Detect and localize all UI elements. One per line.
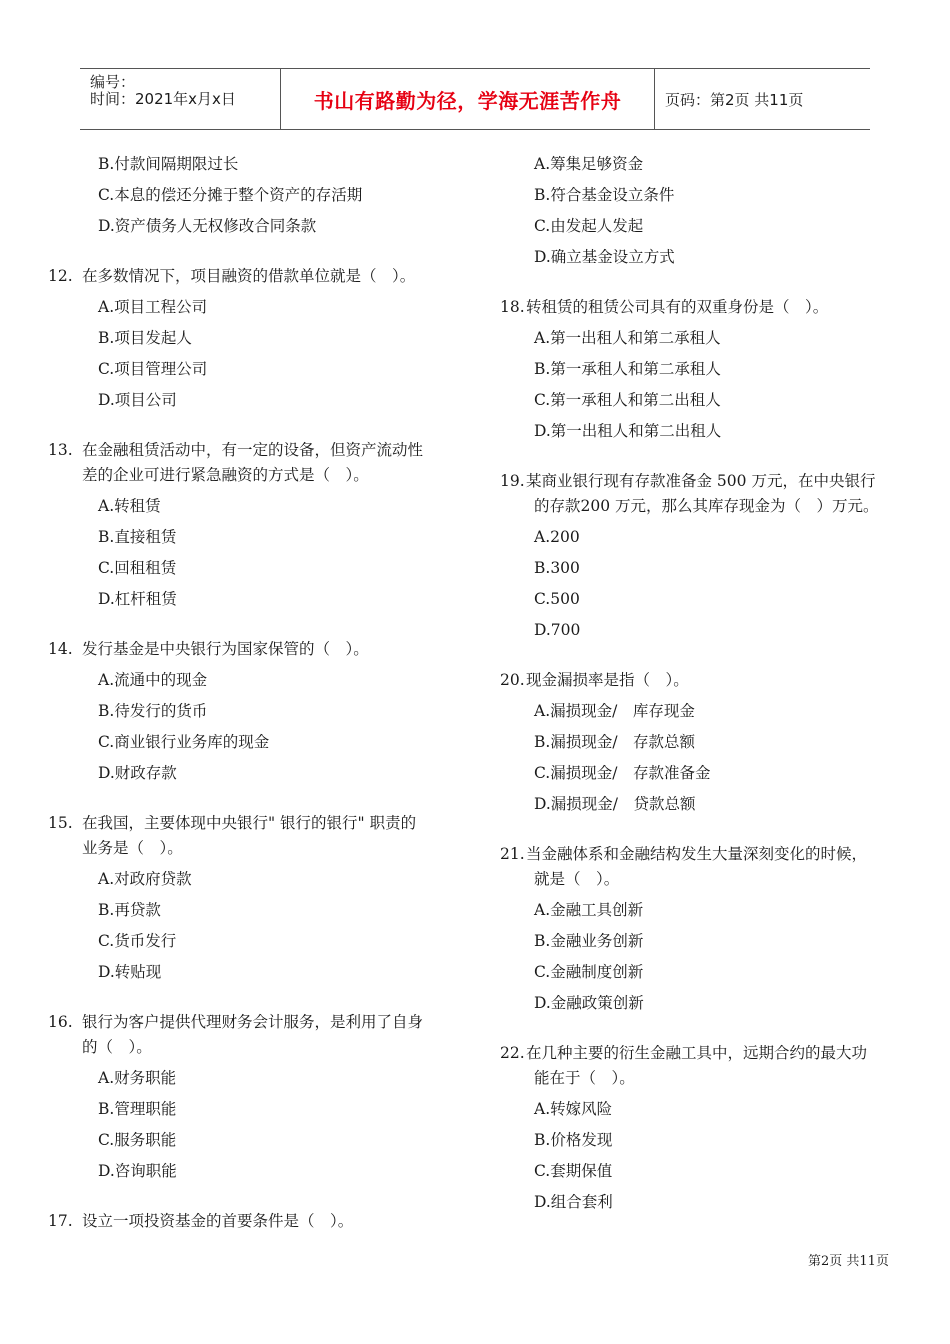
q14-number: 14. [48, 640, 73, 658]
q16-stem-line2: 的（ ）。 [82, 1038, 152, 1056]
q12-number: 12. [48, 267, 73, 285]
page-header [80, 68, 870, 130]
q13-stem-line1: 在金融租赁活动中，有一定的设备，但资产流动性 [82, 441, 424, 459]
q22-option-d: D.组合套利 [534, 1193, 613, 1211]
q20-option-b: B.漏损现金/ 存款总额 [534, 733, 696, 751]
q17-option-c: C.由发起人发起 [534, 217, 644, 235]
q16-stem-line1: 银行为客户提供代理财务会计服务，是利用了自身 [82, 1013, 424, 1031]
header-motto: 书山有路勤为径，学海无涯苦作舟 [313, 88, 622, 113]
q12-stem: 在多数情况下，项目融资的借款单位就是（ ）。 [82, 267, 416, 285]
q15-stem-line1: 在我国，主要体现中央银行" 银行的银行" 职责的 [82, 814, 417, 832]
header-motto-cell [281, 69, 655, 129]
q18-option-d: D.第一出租人和第二出租人 [534, 422, 722, 440]
q14-stem: 发行基金是中央银行为国家保管的（ ）。 [82, 640, 369, 658]
q20-option-d: D.漏损现金/ 贷款总额 [534, 795, 696, 813]
q16-option-a: A.财务职能 [98, 1069, 177, 1087]
q19-option-c: C.500 [534, 590, 580, 608]
document-date-label: 时间：2021年x月x日 [90, 90, 236, 108]
q20-stem: 现金漏损率是指（ ）。 [526, 671, 689, 689]
q13-option-c: C.回租租赁 [98, 559, 177, 577]
q13-option-b: B.直接租赁 [98, 528, 177, 546]
q21-stem-line1: 当金融体系和金融结构发生大量深刻变化的时候， [526, 845, 868, 863]
q19-option-b: B.300 [534, 559, 580, 577]
q12-option-d: D.项目公司 [98, 391, 177, 409]
q19-option-d: D.700 [534, 621, 581, 639]
q17-stem: 设立一项投资基金的首要条件是（ ）。 [82, 1212, 354, 1230]
q14-option-a: A.流通中的现金 [98, 671, 208, 689]
q21-stem-line2: 就是（ ）。 [534, 870, 620, 888]
q22-option-c: C.套期保值 [534, 1162, 613, 1180]
q13-number: 13. [48, 441, 73, 459]
q14-option-c: C.商业银行业务库的现金 [98, 733, 270, 751]
q16-option-d: D.咨询职能 [98, 1162, 177, 1180]
q19-stem-line2: 的存款200 万元，那么其库存现金为（ ）万元。 [534, 497, 879, 515]
q22-number: 22. [500, 1044, 525, 1062]
q16-number: 16. [48, 1013, 73, 1031]
q19-number: 19. [500, 472, 525, 490]
q12-option-a: A.项目工程公司 [98, 298, 208, 316]
q15-stem-line2: 业务是（ ）。 [82, 839, 183, 857]
footer-page-number: 第2页 共11页 [808, 1254, 889, 1269]
q17-number: 17. [48, 1212, 73, 1230]
q14-option-d: D.财政存款 [98, 764, 177, 782]
q21-option-c: C.金融制度创新 [534, 963, 644, 981]
q21-option-a: A.金融工具创新 [534, 901, 644, 919]
q15-option-b: B.再贷款 [98, 901, 161, 919]
q15-option-d: D.转贴现 [98, 963, 162, 981]
q18-number: 18. [500, 298, 525, 316]
q19-option-a: A.200 [534, 528, 580, 546]
q18-option-a: A.第一出租人和第二承租人 [534, 329, 721, 347]
q11-option-c: C.本息的偿还分摊于整个资产的存活期 [98, 186, 363, 204]
header-meta-cell [80, 69, 281, 129]
q17-option-d: D.确立基金设立方式 [534, 248, 675, 266]
header-page-number: 页码：第2页 共11页 [665, 90, 804, 109]
q11-option-d: D.资产债务人无权修改合同条款 [98, 217, 317, 235]
q13-option-d: D.杠杆租赁 [98, 590, 177, 608]
q12-option-c: C.项目管理公司 [98, 360, 208, 378]
q17-option-b: B.符合基金设立条件 [534, 186, 675, 204]
q22-option-a: A.转嫁风险 [534, 1100, 613, 1118]
q22-stem-line2: 能在于（ ）。 [534, 1069, 635, 1087]
q21-number: 21. [500, 845, 525, 863]
q20-number: 20. [500, 671, 525, 689]
q22-stem-line1: 在几种主要的衍生金融工具中，远期合约的最大功 [526, 1044, 868, 1062]
q17-option-a: A.筹集足够资金 [534, 155, 644, 173]
document-number-label: 编号： [90, 73, 136, 91]
q21-option-d: D.金融政策创新 [534, 994, 644, 1012]
q14-option-b: B.待发行的货币 [98, 702, 208, 720]
q20-option-c: C.漏损现金/ 存款准备金 [534, 764, 711, 782]
q15-option-a: A.对政府贷款 [98, 870, 192, 888]
q22-option-b: B.价格发现 [534, 1131, 613, 1149]
q13-stem-line2: 差的企业可进行紧急融资的方式是（ ）。 [82, 466, 369, 484]
q18-option-c: C.第一承租人和第二出租人 [534, 391, 721, 409]
q13-option-a: A.转租赁 [98, 497, 161, 515]
q16-option-c: C.服务职能 [98, 1131, 177, 1149]
q12-option-b: B.项目发起人 [98, 329, 192, 347]
q21-option-b: B.金融业务创新 [534, 932, 644, 950]
q18-option-b: B.第一承租人和第二承租人 [534, 360, 721, 378]
q11-option-b: B.付款间隔期限过长 [98, 155, 239, 173]
q18-stem: 转租赁的租赁公司具有的双重身份是（ ）。 [526, 298, 829, 316]
q15-number: 15. [48, 814, 73, 832]
q20-option-a: A.漏损现金/ 库存现金 [534, 702, 695, 720]
header-page-cell [655, 69, 870, 129]
q19-stem-line1: 某商业银行现有存款准备金 500 万元，在中央银行 [526, 472, 876, 490]
q16-option-b: B.管理职能 [98, 1100, 177, 1118]
q15-option-c: C.货币发行 [98, 932, 177, 950]
